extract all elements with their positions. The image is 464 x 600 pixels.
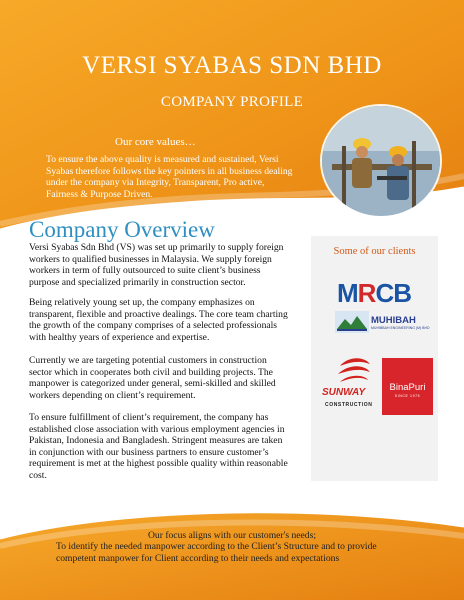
- header-banner: [0, 0, 464, 235]
- sunway-subtext: CONSTRUCTION: [325, 402, 373, 408]
- overview-paragraph-1: Versi Syabas Sdn Bhd (VS) was set up primarily to supply foreign workers to qualified businesses in Malaysia. We supply foreign workers in term of fully outsourced to suite client’s business purpose and specialized primarily in construction sector.: [29, 242, 284, 288]
- overview-paragraph-2: Being relatively young set up, the company emphasizes on transparent, flexible and proactive dealings. The core team charting the growth of the company comprises of a selected professionals with healthy years of experience and expertise.: [29, 297, 288, 343]
- footer-text: To identify the needed manpower according to the Client’s Structure and to provide competent manpower for Client according to their needs and expectations: [56, 541, 377, 564]
- clients-heading: Some of our clients: [333, 246, 416, 257]
- footer-banner: [0, 508, 464, 600]
- footer-heading: Our focus aligns with our customer's needs;: [148, 530, 316, 541]
- mrcb-logo: MRCB: [337, 278, 412, 308]
- core-values-heading: Our core values…: [115, 136, 196, 148]
- overview-paragraph-4: To ensure fulfillment of client’s requirement, the company has established close association with various employment agencies in Pakistan, Indonesia and Bangladesh. Stringent measures are taken in conjunction with our business partners to ensure customer’s requirement is met at the highest possible quality within reasonable cost.: [29, 412, 288, 481]
- muhibah-logo: MUHIBAH MUHIBBAH ENGINEERING (M) BHD: [335, 311, 425, 333]
- overview-paragraph-3: Currently we are targeting potential customers in construction sector which in cooperates both civil and building projects. The manpower is categorized under general, semi-skilled and skilled workers depending on client’s requirement.: [29, 355, 276, 401]
- company-title: VERSI SYABAS SDN BHD: [82, 52, 382, 79]
- binapuri-logo: BinaPuri SINCE 1975: [382, 358, 433, 415]
- company-subtitle: COMPANY PROFILE: [160, 94, 304, 110]
- construction-workers-photo: [320, 104, 442, 218]
- sunway-wordmark: SUNWAY: [322, 387, 366, 398]
- overview-heading: Company Overview: [29, 217, 215, 242]
- clients-panel: [311, 236, 438, 481]
- core-values-text: To ensure the above quality is measured and sustained, Versi Syabas therefore follows the key pointers in all business dealing under the company via Integrity, Transparent, Pro active, Fairness & Purpose Driven.: [46, 154, 293, 200]
